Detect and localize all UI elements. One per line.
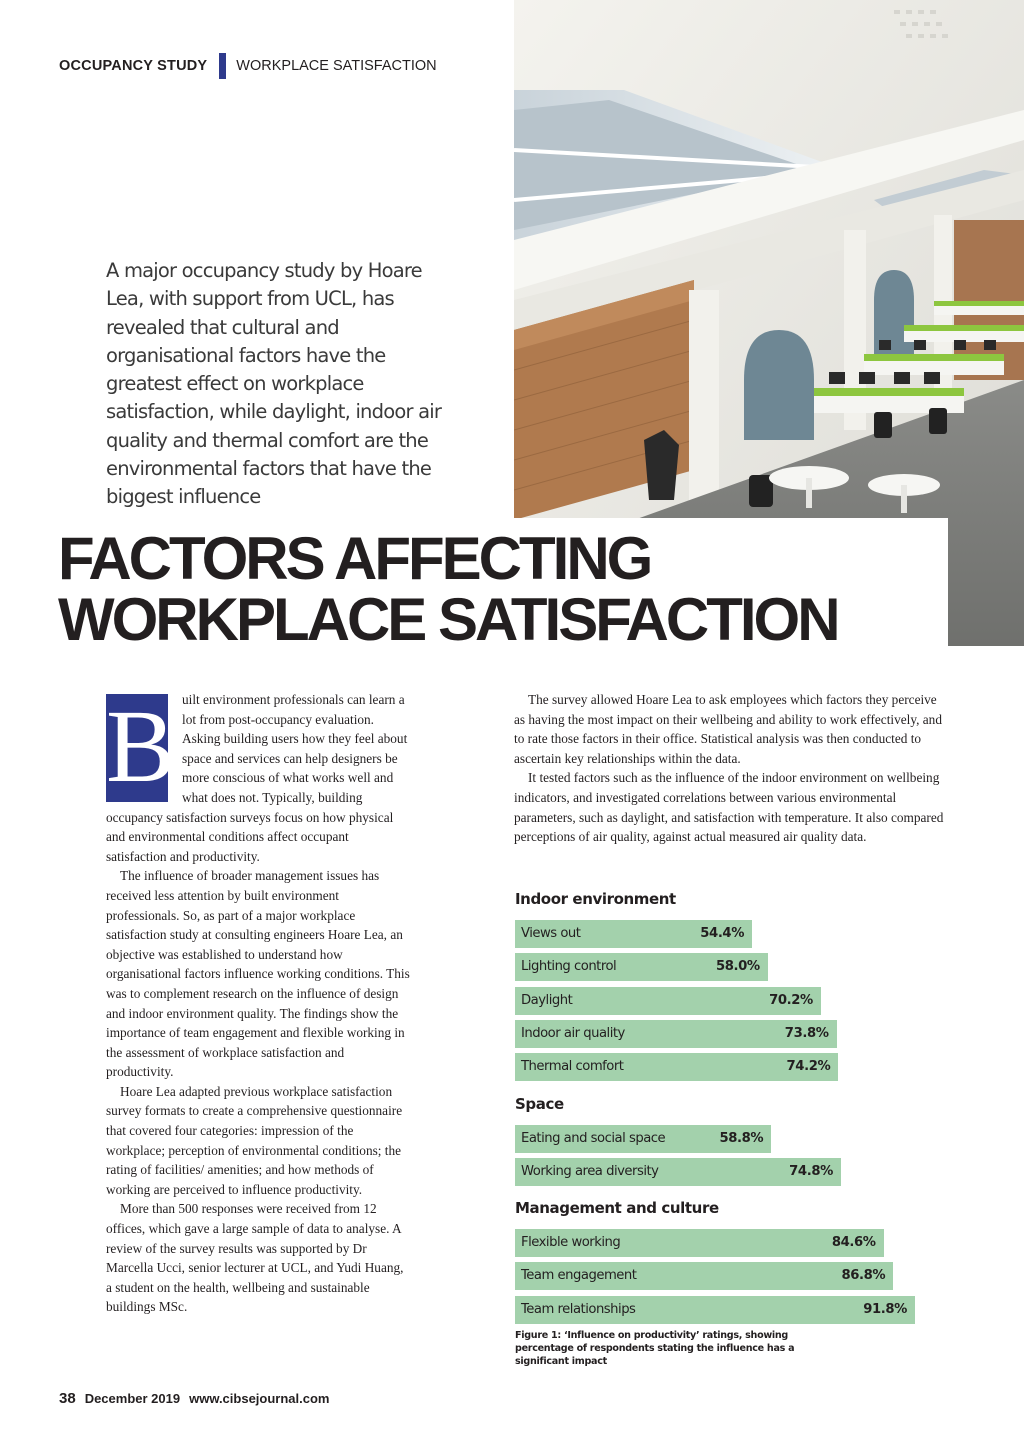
productivity-bar-chart <box>515 890 935 1337</box>
chart-bar-label: Eating and social space <box>521 1130 666 1146</box>
chart-bar <box>515 1020 837 1048</box>
chart-bar-label: Team relationships <box>521 1301 636 1317</box>
chart-bar-value: 70.2% <box>769 992 813 1008</box>
chart-bar-label: Lighting control <box>521 959 617 975</box>
body-column-right <box>514 690 946 847</box>
chart-bar-label: Daylight <box>521 992 573 1008</box>
chart-bar-label: Working area diversity <box>521 1163 659 1179</box>
chart-group-title: Space <box>515 1094 564 1113</box>
page-number: 38 <box>59 1390 76 1407</box>
subsection-label: WORKPLACE SATISFACTION <box>236 58 437 74</box>
chart-bar <box>515 987 821 1015</box>
chart-bar <box>515 1229 884 1257</box>
chart-bar-value: 86.8% <box>841 1268 886 1284</box>
body-column-left <box>106 690 412 1317</box>
issue-date: December 2019 <box>84 1391 181 1406</box>
page-title <box>58 525 838 653</box>
chart-bar-value: 54.4% <box>700 926 745 941</box>
chart-bar-value: 58.0% <box>715 959 760 975</box>
body-paragraph-text: uilt environment professionals can learn a lot from post-occupancy evaluation. Asking building users how they feel about space and services can help designers be more conscious of what works well and what does not. Typically, building occupancy satisfaction surveys focus on how physical and environmental conditions affect occupant satisfaction and productivity. <box>106 692 408 864</box>
chart-bar <box>515 920 752 948</box>
chart-bar-label: Views out <box>521 926 581 941</box>
body-paragraph <box>106 690 412 866</box>
body-paragraph: The survey allowed Hoare Lea to ask employees which factors they perceive as having the most impact on their wellbeing and ability to work effectively, and to rate those factors in their office. Statistical analysis was then conducted to ascertain key relationships within the data. <box>514 692 942 766</box>
chart-bar-value: 74.2% <box>786 1059 831 1075</box>
chart-group-title: Management and culture <box>515 1199 719 1218</box>
section-label: OCCUPANCY STUDY <box>59 58 208 74</box>
drop-cap: B <box>106 689 176 804</box>
header-divider <box>219 53 226 79</box>
body-paragraph: Hoare Lea adapted previous workplace satisfaction survey formats to create a comprehensive questionnaire that covered four categories: impression of the workplace; perception of environmental conditions; the rating of facilities/ amenities; and how methods of working are perceived to influence productivity. <box>106 1083 403 1197</box>
chart-bar <box>515 1296 915 1324</box>
body-paragraph: The influence of broader management issues has received less attention by built environment professionals. So, as part of a major workplace satisfaction study at consulting engineers Hoare Lea, an objective was established to understand how organisational factors influence working conditions. This was to complement research on the influence of design and indoor environment quality. The findings show the importance of team engagement and flexible working in the assessment of workplace satisfaction and productivity. <box>106 868 410 1080</box>
chart-bar <box>515 1125 771 1153</box>
chart-bar-label: Team engagement <box>521 1268 637 1284</box>
chart-bar-value: 58.8% <box>719 1130 764 1146</box>
body-paragraph: It tested factors such as the influence of the indoor environment on wellbeing indicators, and investigated correlations between various environmental parameters, such as daylight, and satisfaction with temperature. It also compared perceptions of air quality, against actual measured air quality data. <box>514 770 944 845</box>
running-header <box>59 52 437 80</box>
chart-bar-label: Flexible working <box>521 1235 621 1251</box>
chart-bar-label: Thermal comfort <box>521 1059 624 1075</box>
chart-bar <box>515 1158 841 1186</box>
page-footer <box>59 1390 329 1407</box>
title-line-2: WORKPLACE SATISFACTION <box>58 586 838 653</box>
chart-bar <box>515 953 768 981</box>
chart-group-title: Indoor environment <box>515 890 676 908</box>
chart-bar <box>515 1053 838 1081</box>
chart-bar-value: 84.6% <box>831 1235 876 1251</box>
body-paragraph: More than 500 responses were received from 12 offices, which gave a large sample of data to analyse. A review of the survey results was supported by Dr Marcella Ucci, senior lecturer at UCL, and Yudi Huang, a student on the health, wellbeing and sustainable buildings MSc. <box>106 1201 404 1315</box>
journal-url: www.cibsejournal.com <box>189 1391 330 1406</box>
chart-bar <box>515 1262 893 1290</box>
chart-bar-value: 91.8% <box>863 1301 907 1317</box>
chart-bar-value: 73.8% <box>784 1025 829 1041</box>
chart-bar-label: Indoor air quality <box>521 1025 625 1041</box>
chart-bar-value: 74.8% <box>789 1163 833 1179</box>
standfirst: A major occupancy study by Hoare Lea, with support from UCL, has revealed that cultural and organisational factors have the greatest effect on workplace satisfaction, while daylight, indoor air quality and thermal comfort are the environmental factors that have the biggest influence <box>106 259 442 509</box>
title-line-1: FACTORS AFFECTING <box>58 525 651 592</box>
figure-caption: Figure 1: ‘Influence on productivity’ ratings, showing percentage of respondents stating the influence has a significant impact <box>515 1330 795 1367</box>
